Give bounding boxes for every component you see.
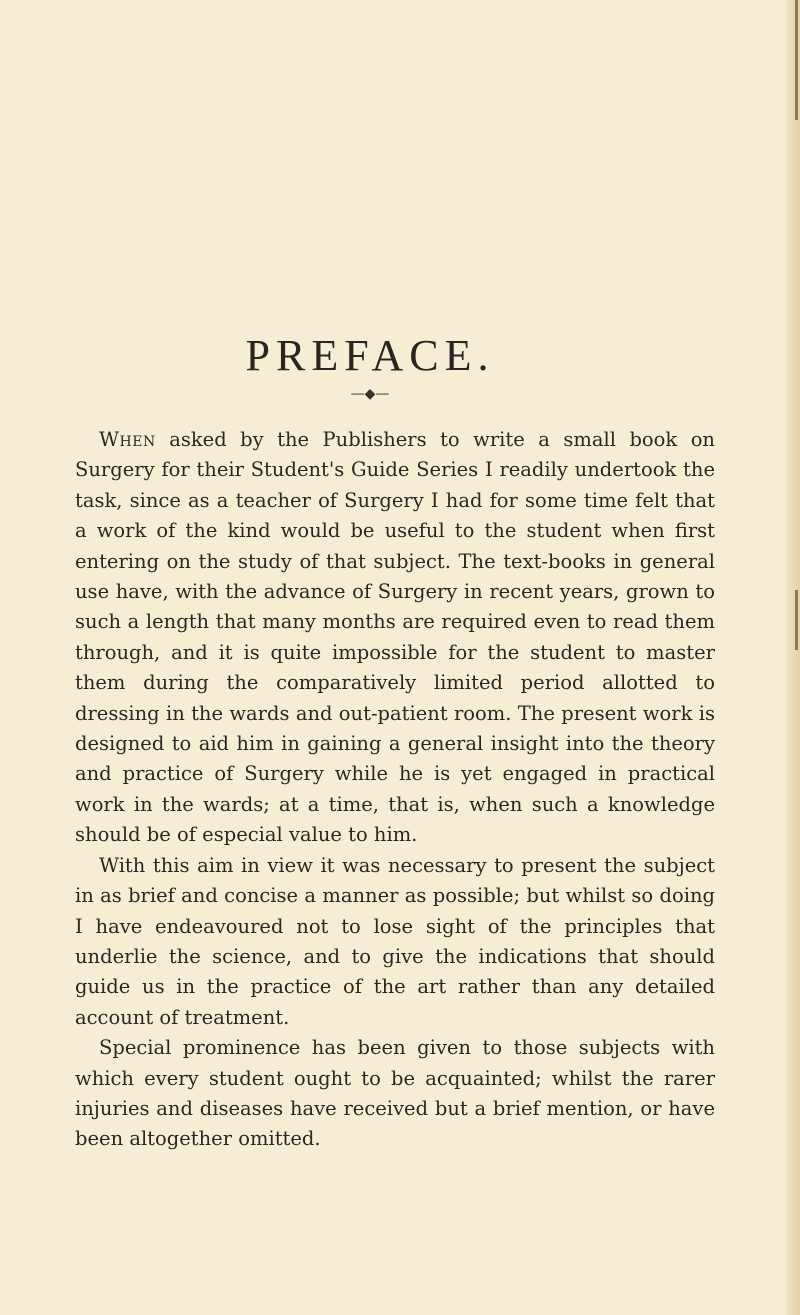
title-ornament: —◆— — [350, 386, 390, 402]
preface-body — [75, 425, 715, 1155]
page-edge — [786, 0, 800, 1315]
paragraph-2: With this aim in view it was necessary to present the subject in as brief and concise a manner as possible; but whilst so doing I have endeavoured not to lose sight of the principles that underlie the science, and to give the indications that should guide us in the practice of the art rather than any detailed account of treatment. — [75, 853, 715, 1029]
lead-word: When — [99, 428, 156, 451]
edge-mark — [795, 0, 798, 120]
page-title: PREFACE. — [245, 331, 495, 380]
paragraph-1-text: asked by the Publishers to write a small book on Surgery for their Student's Guide Series I readily undertook the task, since as a teacher of Surgery I had for some time felt that a work of the kind would be useful to the student when first entering on the study of that subject. The text-books in general use have, with the advance of Surgery in recent years, grown to such a length that many months are required even to read them through, and it is quite impossible for the student to master them during the comparatively limited period allotted to dressing in the wards and out-patient room. The present work is designed to aid him in gaining a general insight into the theory and practice of Surgery while he is yet engaged in practical work in the wards; at a time, that is, when such a knowledge should be of especial value to him. — [75, 428, 715, 847]
edge-mark — [795, 590, 798, 650]
paragraph-3: Special prominence has been given to those subjects with which every student ought to be acquainted; whilst the rarer injuries and diseases have received but a brief mention, or have been altogether omitted. — [75, 1036, 715, 1151]
paragraph-1 — [75, 425, 715, 851]
